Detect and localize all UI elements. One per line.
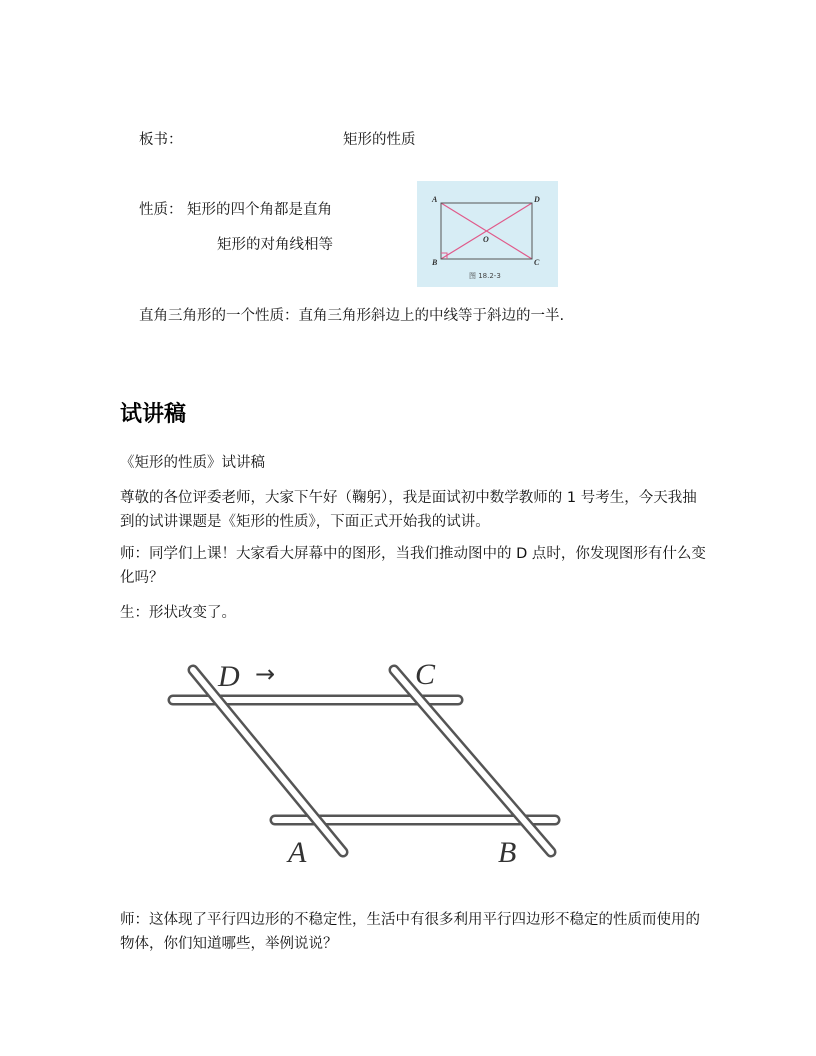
vertex-a-label: A — [432, 195, 438, 204]
vertex-b-label: B — [432, 258, 438, 267]
teacher-line-2: 师：这体现了平行四边形的不稳定性，生活中有很多利用平行四边形不稳定的性质而使用的物体，你们知道哪些，举例说说？ — [120, 912, 700, 952]
stick-label-d: D — [218, 660, 240, 693]
sticks-diagram — [163, 640, 593, 890]
stick-label-b: B — [498, 836, 517, 869]
rectangle-figure — [417, 181, 558, 287]
student-line-1: 生：形状改变了。 — [120, 605, 236, 621]
board-label: 板书： — [139, 132, 183, 148]
center-o-label: O — [483, 235, 489, 244]
figure-caption: 图 18.2-3 — [469, 272, 501, 280]
script-subtitle: 《矩形的性质》试讲稿 — [120, 455, 265, 471]
property-label: 性质： — [139, 202, 183, 218]
rectangle-diagram — [417, 181, 558, 287]
teacher-line-1: 师：同学们上课！大家看大屏幕中的图形，当我们推动图中的 D 点时，你发现图形有什么变化吗？ — [120, 546, 706, 586]
push-arrow: → — [255, 660, 276, 688]
script-heading: 试讲稿 — [120, 402, 187, 427]
vertex-d-label: D — [534, 195, 540, 204]
intro-paragraph: 尊敬的各位评委老师，大家下午好（鞠躬），我是面试初中数学教师的 1 号考生，今天我抽到的试讲课题是《矩形的性质》，下面正式开始我的试讲。 — [120, 490, 697, 530]
board-title: 矩形的性质 — [343, 132, 416, 148]
right-triangle-note: 直角三角形的一个性质：直角三角形斜边上的中线等于斜边的一半. — [139, 308, 565, 324]
vertex-c-label: C — [534, 258, 540, 267]
property-1: 矩形的四个角都是直角 — [187, 202, 332, 218]
stick-label-c: C — [415, 658, 436, 691]
stick-label-a: A — [288, 836, 307, 869]
sticks-figure — [163, 640, 593, 890]
property-2: 矩形的对角线相等 — [217, 237, 333, 253]
